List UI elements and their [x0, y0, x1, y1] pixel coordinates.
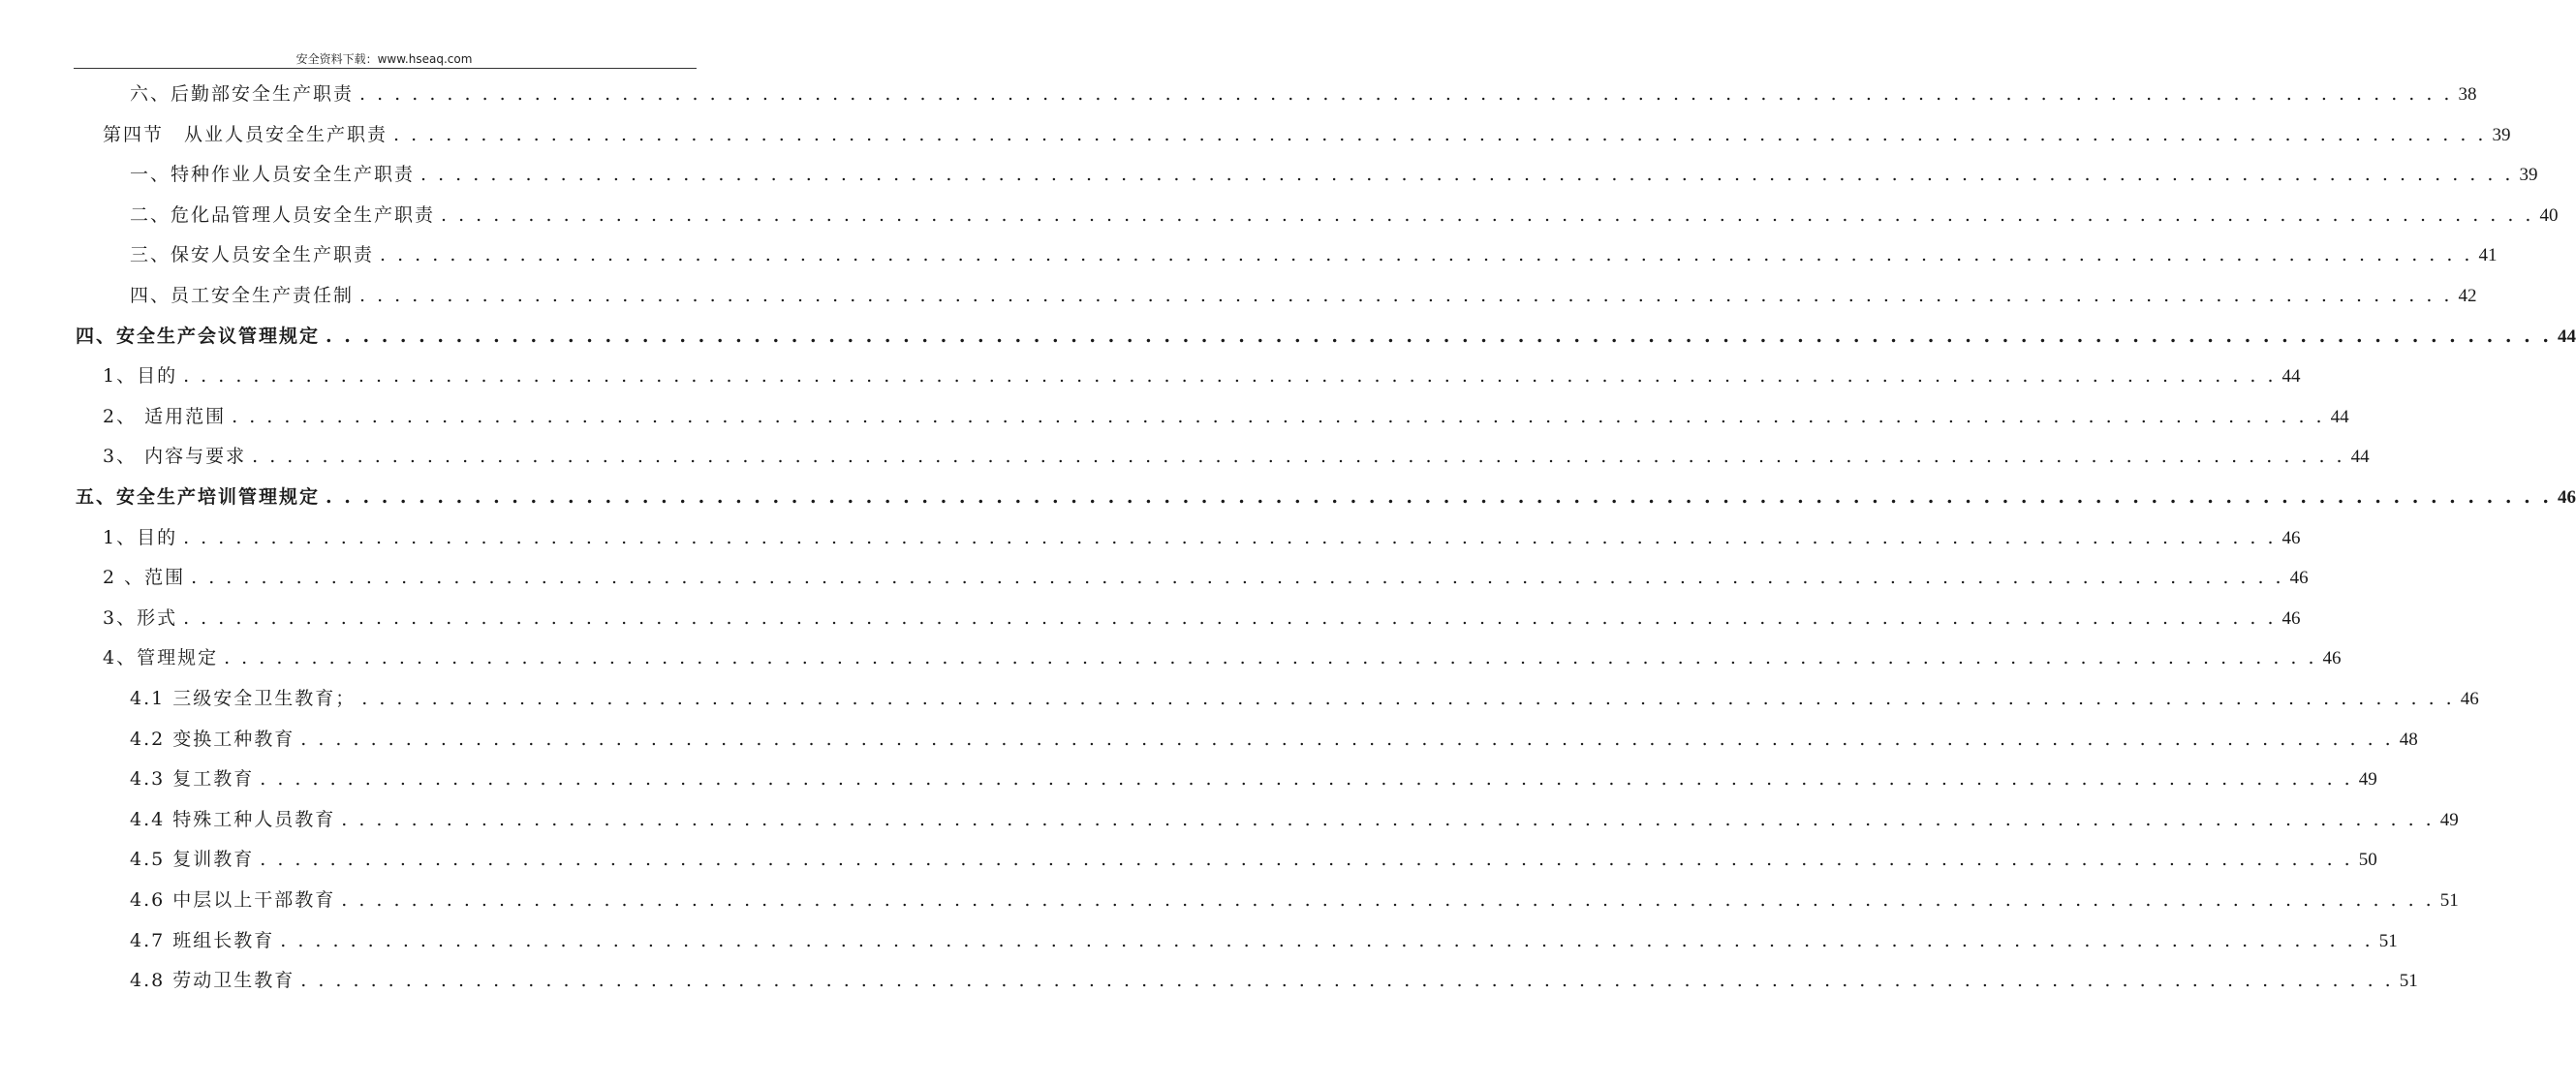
toc-dot-leader: . . . . . . . . . . . . . . . . . . . . . . . . . . . . . . . . . . . . . . . . . . . . . . . . . . . . . . . . . . . . . . . . . . . . . . . . . . . . . . . . . . . . . . . . . . . . . . . . . . . . . . . . . . . . . . . . . . . . . . . .: [232, 405, 2325, 427]
toc-dot-leader: . . . . . . . . . . . . . . . . . . . . . . . . . . . . . . . . . . . . . . . . . . . . . . . . . . . . . . . . . . . . . . . . . . . . . . . . . . . . . . . . . . . . . . . . . . . . . . . . . . . . . . . . . . . . . . . . . . . . . . . .: [380, 244, 2473, 266]
toc-entry-title: 四、员工安全生产责任制: [130, 285, 355, 306]
toc-entry-page-number: 51: [2399, 971, 2418, 992]
toc-dot-leader: . . . . . . . . . . . . . . . . . . . . . . . . . . . . . . . . . . . . . . . . . . . . . . . . . . . . . . . . . . . . . . . . . . . . . . . . . . . . . . . . . . . . . . . . . . . . . . . . . . . . . . . . . . . . . . . . . . . . . . . .: [393, 123, 2487, 145]
toc-entry-page-number: 46: [2289, 568, 2309, 589]
toc-entry[interactable]: [76, 482, 2576, 512]
toc-entry-title: 3、 内容与要求: [103, 446, 247, 468]
toc-entry-title: 第四节 从业人员安全生产职责: [103, 123, 388, 145]
toc-entry-page-number: 48: [2399, 729, 2418, 750]
toc-dot-leader: . . . . . . . . . . . . . . . . . . . . . . . . . . . . . . . . . . . . . . . . . . . . . . . . . . . . . . . . . . . . . . . . . . . . . . . . . . . . . . . . . . . . . . . . . . . . . . . . . . . . . . . . . . . . . . . . . . . . . . . .: [300, 728, 2394, 750]
toc-entry-title: 4.1 三级安全卫生教育；: [130, 688, 357, 709]
toc-entry-title: 二、危化品管理人员安全生产职责: [130, 203, 436, 226]
toc-entry-title: 1、目的: [103, 365, 178, 388]
toc-entry[interactable]: [103, 442, 2370, 471]
toc-entry-title: 四、安全生产会议管理规定: [76, 325, 321, 347]
toc-dot-leader: . . . . . . . . . . . . . . . . . . . . . . . . . . . . . . . . . . . . . . . . . . . . . . . . . . . . . . . . . . . . . . . . . . . . . . . . . . . . . . . . . . . . . . . . . . . . . . . . . . . . . . . . . . . . . . . . . . . . . . . .: [224, 647, 2317, 669]
toc-dot-leader: . . . . . . . . . . . . . . . . . . . . . . . . . . . . . . . . . . . . . . . . . . . . . . . . . . . . . . . . . . . . . . . . . . . . . . . . . . . . . . . . . . . . . . . . . . . . . . . . . . . . . . . . . . . . . . . . . . . . . . . .: [191, 567, 2284, 589]
toc-dot-leader: . . . . . . . . . . . . . . . . . . . . . . . . . . . . . . . . . . . . . . . . . . . . . . . . . . . . . . . . . . . . . . . . . . . . . . . . . . . . . . . . . . . . . . . . . . . . . . . . . . . . . . . . . . . . . . . . . . . . . . . .: [183, 606, 2277, 629]
toc-dot-leader: . . . . . . . . . . . . . . . . . . . . . . . . . . . . . . . . . . . . . . . . . . . . . . . . . . . . . . . . . . . . . . . . . . . . . . . . . . . . . . . . . . . . . . . . . . . . . . . . . . . . . . . . . . . . . . . . . . . . . . . .: [326, 325, 2552, 347]
toc-entry-page-number: 46: [2322, 648, 2342, 669]
toc-entry[interactable]: [103, 402, 2349, 431]
toc-entry-page-number: 44: [2281, 366, 2301, 388]
toc-dot-leader: . . . . . . . . . . . . . . . . . . . . . . . . . . . . . . . . . . . . . . . . . . . . . . . . . . . . . . . . . . . . . . . . . . . . . . . . . . . . . . . . . . . . . . . . . . . . . . . . . . . . . . . . . . . . . . . . . . . . . . . .: [359, 285, 2453, 306]
toc-entry[interactable]: [130, 240, 2498, 269]
toc-entry-page-number: 38: [2458, 84, 2477, 105]
toc-entry-title: 4.2 变换工种教育: [130, 728, 295, 750]
toc-dot-leader: . . . . . . . . . . . . . . . . . . . . . . . . . . . . . . . . . . . . . . . . . . . . . . . . . . . . . . . . . . . . . . . . . . . . . . . . . . . . . . . . . . . . . . . . . . . . . . . . . . . . . . . . . . . . . . . . . . . . . . . .: [252, 446, 2345, 468]
toc-entry-page-number: 50: [2358, 850, 2377, 871]
toc-entry-title: 1、目的: [103, 526, 178, 548]
toc-entry[interactable]: [130, 281, 2477, 310]
toc-entry-title: 4.3 复工教育: [130, 768, 255, 791]
toc-entry-page-number: 46: [2557, 487, 2576, 508]
toc-entry[interactable]: [103, 523, 2301, 552]
toc-entry-title: 4.8 劳动卫生教育: [130, 970, 295, 992]
toc-entry-title: 一、特种作业人员安全生产职责: [130, 164, 416, 186]
toc-entry-title: 4、管理规定: [103, 647, 219, 669]
toc-entry-page-number: 40: [2539, 204, 2559, 226]
toc-entry[interactable]: [130, 805, 2459, 834]
toc-entry[interactable]: [130, 725, 2418, 754]
toc-dot-leader: . . . . . . . . . . . . . . . . . . . . . . . . . . . . . . . . . . . . . . . . . . . . . . . . . . . . . . . . . . . . . . . . . . . . . . . . . . . . . . . . . . . . . . . . . . . . . . . . . . . . . . . . . . . . . . . . . . . . . . . .: [183, 365, 2277, 388]
toc-entry-page-number: 51: [2439, 890, 2459, 911]
toc-entry-title: 4.6 中层以上干部教育: [130, 889, 336, 911]
toc-entry-title: 3、形式: [103, 606, 178, 629]
toc-entry-page-number: 51: [2378, 930, 2398, 951]
toc-dot-leader: . . . . . . . . . . . . . . . . . . . . . . . . . . . . . . . . . . . . . . . . . . . . . . . . . . . . . . . . . . . . . . . . . . . . . . . . . . . . . . . . . . . . . . . . . . . . . . . . . . . . . . . . . . . . . . . . . . . . . . . .: [280, 929, 2374, 951]
toc-dot-leader: . . . . . . . . . . . . . . . . . . . . . . . . . . . . . . . . . . . . . . . . . . . . . . . . . . . . . . . . . . . . . . . . . . . . . . . . . . . . . . . . . . . . . . . . . . . . . . . . . . . . . . . . . . . . . . . . . . . . . . . .: [420, 164, 2514, 186]
toc-entry-page-number: 39: [2519, 165, 2538, 186]
toc-entry-title: 六、后勤部安全生产职责: [130, 83, 355, 105]
toc-entry-title: 2 、范围: [103, 567, 186, 589]
toc-entry-page-number: 46: [2281, 527, 2301, 548]
toc-entry-page-number: 49: [2358, 769, 2377, 791]
toc-entry[interactable]: [130, 926, 2398, 955]
toc-entry-title: 2、 适用范围: [103, 405, 227, 427]
toc-entry[interactable]: [76, 322, 2576, 351]
toc-entry[interactable]: [103, 643, 2342, 672]
toc-dot-leader: . . . . . . . . . . . . . . . . . . . . . . . . . . . . . . . . . . . . . . . . . . . . . . . . . . . . . . . . . . . . . . . . . . . . . . . . . . . . . . . . . . . . . . . . . . . . . . . . . . . . . . . . . . . . . . . . . . . . . . . .: [441, 203, 2534, 226]
toc-entry-page-number: 46: [2460, 689, 2479, 709]
toc-entry[interactable]: [130, 79, 2477, 109]
toc-entry[interactable]: [130, 885, 2459, 915]
toc-entry[interactable]: [103, 361, 2301, 390]
toc-entry-page-number: 44: [2557, 326, 2576, 347]
toc-dot-leader: . . . . . . . . . . . . . . . . . . . . . . . . . . . . . . . . . . . . . . . . . . . . . . . . . . . . . . . . . . . . . . . . . . . . . . . . . . . . . . . . . . . . . . . . . . . . . . . . . . . . . . . . . . . . . . . . . . . . . . . .: [341, 808, 2435, 830]
toc-entry-title: 三、保安人员安全生产职责: [130, 244, 375, 266]
toc-dot-leader: . . . . . . . . . . . . . . . . . . . . . . . . . . . . . . . . . . . . . . . . . . . . . . . . . . . . . . . . . . . . . . . . . . . . . . . . . . . . . . . . . . . . . . . . . . . . . . . . . . . . . . . . . . . . . . . . . . . . . . . .: [359, 83, 2453, 105]
toc-entry[interactable]: [130, 845, 2377, 874]
toc-entry-page-number: 46: [2281, 607, 2301, 629]
page-header: 安全资料下载：www.hseaq.com: [295, 52, 473, 66]
toc-entry-title: 五、安全生产培训管理规定: [76, 486, 321, 508]
toc-entry-title: 4.7 班组长教育: [130, 929, 275, 951]
toc-entry[interactable]: [130, 684, 2479, 713]
toc-entry[interactable]: [130, 764, 2377, 793]
toc-entry-title: 4.5 复训教育: [130, 849, 255, 871]
toc-entry[interactable]: [130, 201, 2559, 230]
toc-entry-page-number: 41: [2478, 245, 2498, 266]
toc-dot-leader: . . . . . . . . . . . . . . . . . . . . . . . . . . . . . . . . . . . . . . . . . . . . . . . . . . . . . . . . . . . . . . . . . . . . . . . . . . . . . . . . . . . . . . . . . . . . . . . . . . . . . . . . . . . . . . . . . . . . . . . .: [300, 970, 2394, 992]
toc-entry-page-number: 42: [2458, 286, 2477, 306]
toc-entry-page-number: 39: [2492, 124, 2511, 145]
toc-dot-leader: . . . . . . . . . . . . . . . . . . . . . . . . . . . . . . . . . . . . . . . . . . . . . . . . . . . . . . . . . . . . . . . . . . . . . . . . . . . . . . . . . . . . . . . . . . . . . . . . . . . . . . . . . . . . . . . . . . . . . . . .: [260, 768, 2353, 791]
toc-dot-leader: . . . . . . . . . . . . . . . . . . . . . . . . . . . . . . . . . . . . . . . . . . . . . . . . . . . . . . . . . . . . . . . . . . . . . . . . . . . . . . . . . . . . . . . . . . . . . . . . . . . . . . . . . . . . . . . . . . . . . . . .: [361, 688, 2455, 709]
toc-entry-page-number: 44: [2330, 406, 2349, 427]
toc-dot-leader: . . . . . . . . . . . . . . . . . . . . . . . . . . . . . . . . . . . . . . . . . . . . . . . . . . . . . . . . . . . . . . . . . . . . . . . . . . . . . . . . . . . . . . . . . . . . . . . . . . . . . . . . . . . . . . . . . . . . . . . .: [183, 526, 2277, 548]
toc-entry[interactable]: [130, 160, 2538, 189]
toc-entry-title: 4.4 特殊工种人员教育: [130, 808, 336, 830]
toc-dot-leader: . . . . . . . . . . . . . . . . . . . . . . . . . . . . . . . . . . . . . . . . . . . . . . . . . . . . . . . . . . . . . . . . . . . . . . . . . . . . . . . . . . . . . . . . . . . . . . . . . . . . . . . . . . . . . . . . . . . . . . . .: [341, 889, 2435, 911]
header-rule: [74, 68, 697, 69]
toc-entry-page-number: 44: [2350, 447, 2370, 468]
toc-entry-page-number: 49: [2439, 809, 2459, 830]
toc-dot-leader: . . . . . . . . . . . . . . . . . . . . . . . . . . . . . . . . . . . . . . . . . . . . . . . . . . . . . . . . . . . . . . . . . . . . . . . . . . . . . . . . . . . . . . . . . . . . . . . . . . . . . . . . . . . . . . . . . . . . . . . .: [260, 849, 2353, 871]
toc-entry[interactable]: [130, 966, 2418, 995]
toc-entry[interactable]: [103, 604, 2301, 633]
toc-entry[interactable]: [103, 563, 2309, 592]
toc-entry[interactable]: [103, 120, 2511, 149]
toc-dot-leader: . . . . . . . . . . . . . . . . . . . . . . . . . . . . . . . . . . . . . . . . . . . . . . . . . . . . . . . . . . . . . . . . . . . . . . . . . . . . . . . . . . . . . . . . . . . . . . . . . . . . . . . . . . . . . . . . . . . . . . . .: [326, 486, 2552, 508]
